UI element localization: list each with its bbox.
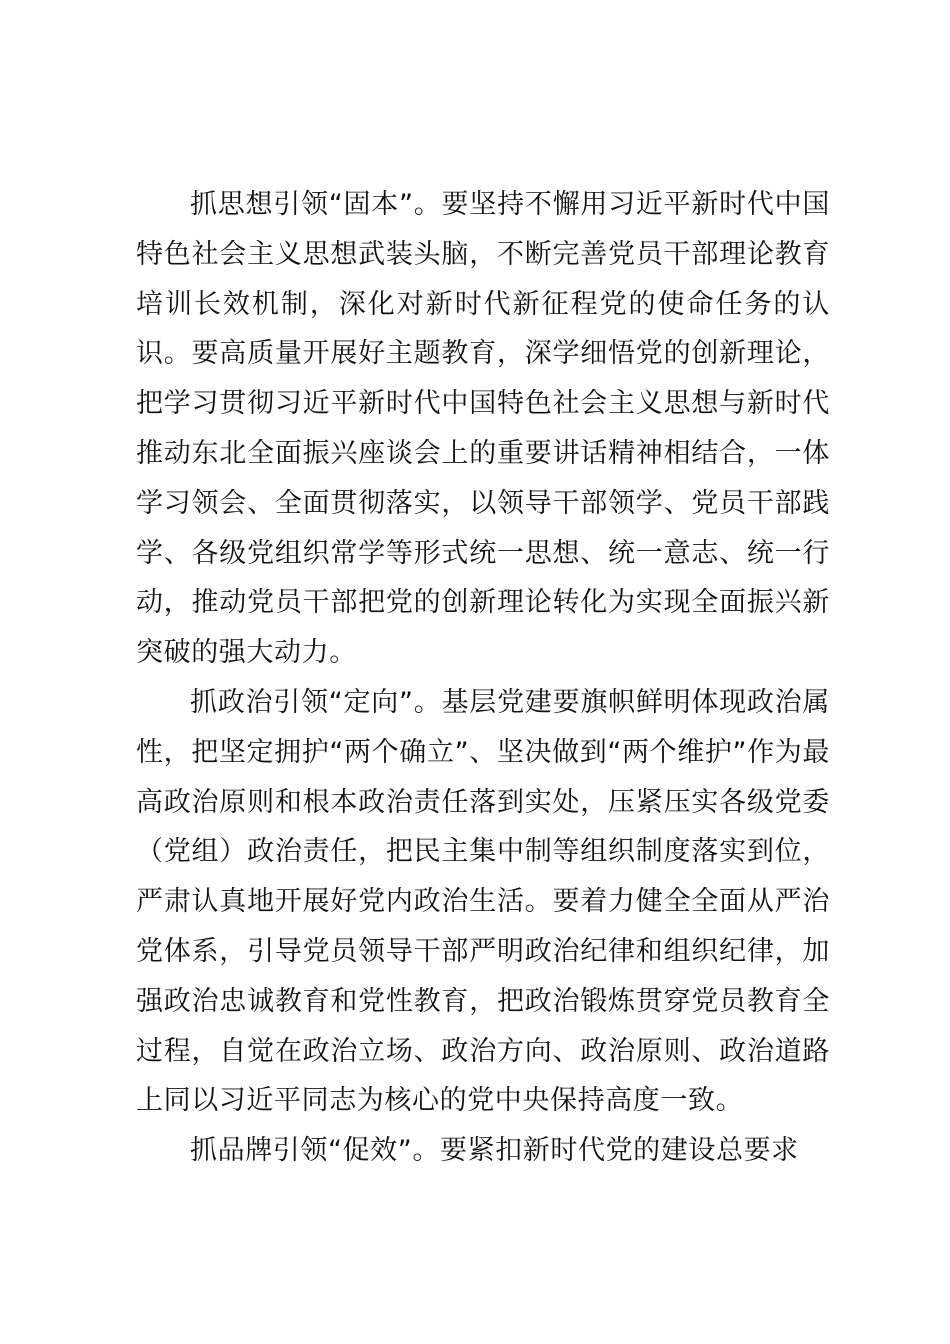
paragraph-ideology: 抓思想引领“固本”。要坚持不懈用习近平新时代中国特色社会主义思想武装头脑，不断完善党员干部理论教育培训长效机制，深化对新时代新征程党的使命任务的认识。要高质量开展好主题教育，深学细悟党的创新理论，把学习贯彻习近平新时代中国特色社会主义思想与新时代推动东北全面振兴座谈会上的重要讲话精神相结合，一体学习领会、全面贯彻落实，以领导干部领学、党员干部践学、各级党组织常学等形式统一思想、统一意志、统一行动，推动党员干部把党的创新理论转化为实现全面振兴新突破的强大动力。 <box>136 189 830 669</box>
document-body <box>136 180 830 1176</box>
paragraph-brand: 抓品牌引领“促效”。要紧扣新时代党的建设总要求 <box>190 1135 799 1167</box>
paragraph-politics: 抓政治引领“定向”。基层党建要旗帜鲜明体现政治属性，把坚定拥护“两个确立”、坚决做到“两个维护”作为最高政治原则和根本政治责任落到实处，压紧压实各级党委（党组）政治责任，把民主集中制等组织制度落实到位，严肃认真地开展好党内政治生活。要着力健全全面从严治党体系，引导党员领导干部严明政治纪律和组织纪律，加强政治忠诚教育和党性教育，把政治锻炼贯穿党员教育全过程，自觉在政治立场、政治方向、政治原则、政治道路上同以习近平同志为核心的党中央保持高度一致。 <box>136 686 830 1117</box>
